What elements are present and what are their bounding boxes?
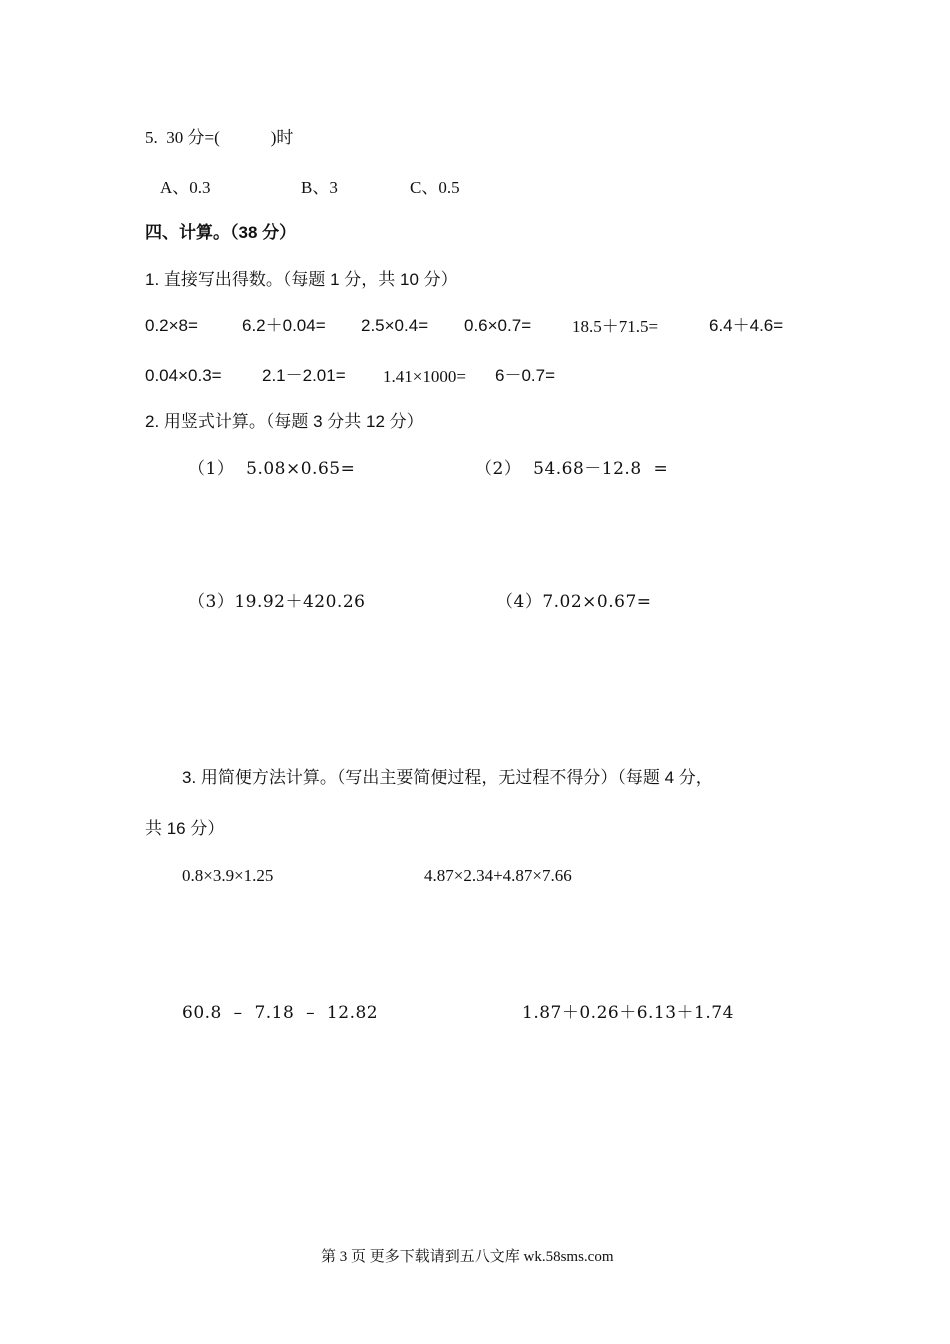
part1-heading: 1. 直接写出得数。（每题 1 分，共 10 分） — [145, 270, 458, 289]
vertical-calc-item: （4）7.02×0.67= — [496, 592, 652, 612]
option-c: C、0.5 — [410, 178, 460, 197]
vertical-calc-item: （1） 5.08×0.65= — [188, 459, 356, 479]
mental-calc-item: 0.2×8= — [145, 316, 198, 335]
mental-calc-item: 1.41×1000= — [383, 367, 466, 386]
mental-calc-item: 6－0.7= — [495, 366, 556, 385]
mental-calc-item: 2.5×0.4= — [361, 316, 429, 335]
vertical-calc-item: （2） 54.68－12.8 = — [475, 459, 669, 479]
simplify-item: 0.8×3.9×1.25 — [182, 866, 274, 885]
simplify-item: 4.87×2.34+4.87×7.66 — [424, 866, 572, 885]
simplify-item: 1.87＋0.26＋6.13＋1.74 — [522, 1003, 734, 1023]
mental-calc-item: 0.04×0.3= — [145, 366, 222, 385]
page-footer: 第 3 页 更多下载请到五八文库 wk.58sms.com — [321, 1249, 614, 1265]
mental-calc-item: 6.4＋4.6= — [709, 316, 784, 335]
part3-heading: 3. 用简便方法计算。（写出主要简便过程，无过程不得分）（每题 4 分， — [182, 768, 713, 787]
vertical-calc-item: （3）19.92＋420.26 — [188, 592, 366, 612]
part3-heading-continued: 共 16 分） — [145, 819, 225, 838]
part2-heading: 2. 用竖式计算。（每题 3 分共 12 分） — [145, 412, 424, 431]
mental-calc-item: 0.6×0.7= — [464, 316, 532, 335]
mental-calc-item: 18.5＋71.5= — [572, 317, 659, 336]
section-title: 四、计算。（38 分） — [145, 223, 297, 242]
simplify-item: 60.8 – 7.18 – 12.82 — [182, 1003, 379, 1023]
option-a: A、0.3 — [160, 178, 211, 197]
option-b: B、3 — [301, 178, 338, 197]
mental-calc-item: 2.1－2.01= — [262, 366, 346, 385]
question-5-stem: 5. 30 分=( )时 — [145, 128, 294, 147]
mental-calc-item: 6.2＋0.04= — [242, 316, 326, 335]
